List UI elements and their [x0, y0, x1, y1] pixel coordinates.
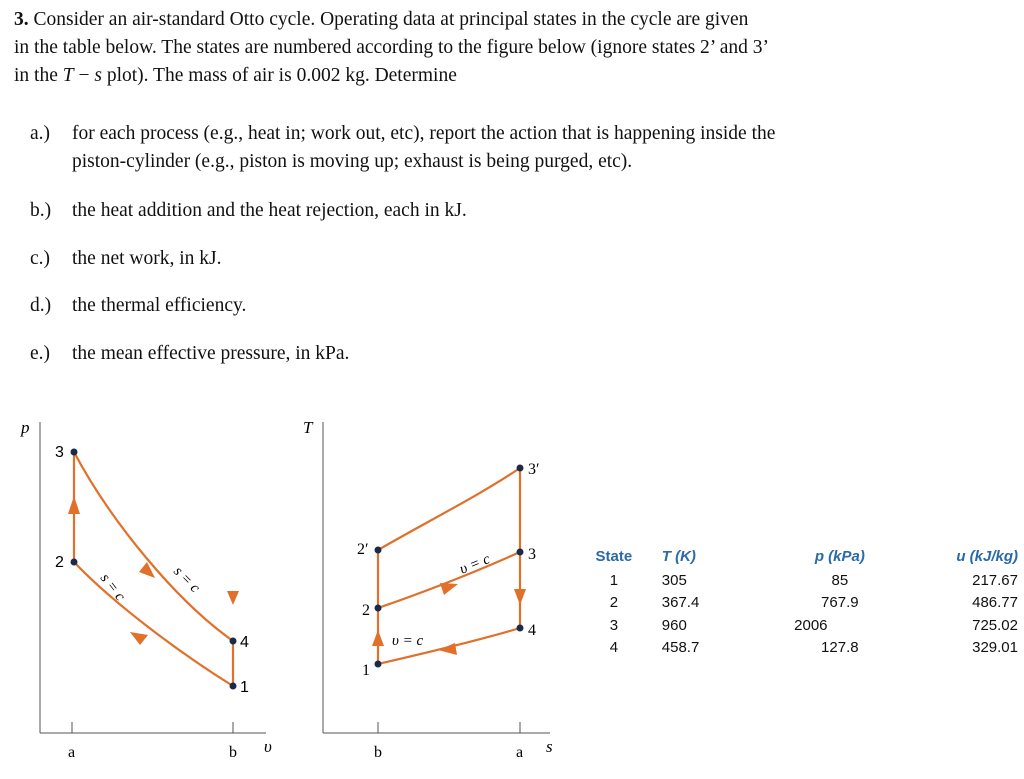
pv-x-label: υ: [264, 737, 272, 756]
pv-tick-a: a: [68, 744, 76, 761]
pv-isentrope-label-left: s = c: [96, 570, 129, 605]
pv-arrow-4-1: [227, 591, 239, 605]
ts-arrow-4-1: [438, 643, 457, 655]
pv-arrow-2-3: [68, 496, 80, 514]
ts-label-2: 2: [362, 602, 370, 619]
ts-label-1: 1: [362, 662, 370, 679]
problem-number: 3.: [14, 9, 29, 30]
table-row: 2 367.4 767.9 486.77: [609, 594, 1018, 612]
ts-isochore-label-lower: υ = c: [392, 633, 424, 649]
ts-point-1: [375, 661, 382, 668]
pv-arrow-1-2: [130, 632, 148, 645]
ts-y-label: T: [303, 418, 313, 437]
pv-point-4: [230, 638, 237, 645]
pv-point-1: [230, 683, 237, 690]
ts-point-4: [517, 625, 524, 632]
ts-x-label: s: [546, 737, 553, 756]
ts-arrow-1-2: [372, 630, 384, 646]
col-header-temperature: T (K): [661, 547, 696, 565]
ts-label-2prime: 2′: [357, 541, 369, 558]
table-row: 3 960 2006 725.02: [609, 616, 1018, 634]
ts-label-4: 4: [528, 622, 536, 639]
pv-y-label: p: [21, 418, 30, 437]
pv-tick-b: b: [229, 744, 237, 761]
ts-diagram: [303, 418, 553, 761]
pv-label-4: 4: [240, 634, 249, 651]
pv-label-3: 3: [55, 444, 64, 461]
table-header-row: [582, 543, 1024, 569]
ts-label-3prime: 3′: [528, 461, 540, 478]
ts-process-2-3: [378, 552, 520, 608]
state-data-table: [582, 543, 1024, 659]
ts-label-3: 3: [528, 546, 536, 563]
col-header-pressure: p (kPa): [814, 547, 865, 565]
ts-point-2: [375, 605, 382, 612]
pv-point-2: [71, 559, 78, 566]
table-row: 4 458.7 127.8 329.01: [609, 639, 1018, 657]
ts-process-2p-3p: [378, 468, 520, 550]
col-header-internal-energy: u (kJ/kg): [956, 547, 1018, 565]
ts-tick-a: a: [516, 744, 524, 761]
pv-process-3-4: [74, 452, 233, 641]
ts-point-2prime: [375, 547, 382, 554]
ts-arrow-3-4: [514, 589, 526, 605]
ts-isochore-label-upper: υ = c: [457, 551, 493, 578]
pv-label-2: 2: [55, 554, 64, 571]
pv-isentrope-label-right: s = c: [170, 563, 203, 597]
intro-line-3: in the T − s plot). The mass of air is 0.002 kg. Determine: [14, 65, 457, 86]
ts-tick-b: b: [374, 744, 382, 761]
pv-label-1: 1: [240, 679, 249, 696]
ts-point-3prime: [517, 465, 524, 472]
pv-diagram: [20, 418, 272, 761]
table-row: 1 305 85 217.67: [609, 571, 1018, 589]
pv-point-3: [71, 449, 78, 456]
ts-arrow-2-3: [440, 583, 458, 595]
col-header-state: State: [595, 547, 633, 565]
intro-line-1: 3. Consider an air-standard Otto cycle. Operating data at principal states in the cycle are given: [14, 9, 749, 30]
ts-point-3: [517, 549, 524, 556]
intro-line-2: in the table below. The states are numbered according to the figure below (ignore states 2’ and 3’: [14, 37, 769, 58]
